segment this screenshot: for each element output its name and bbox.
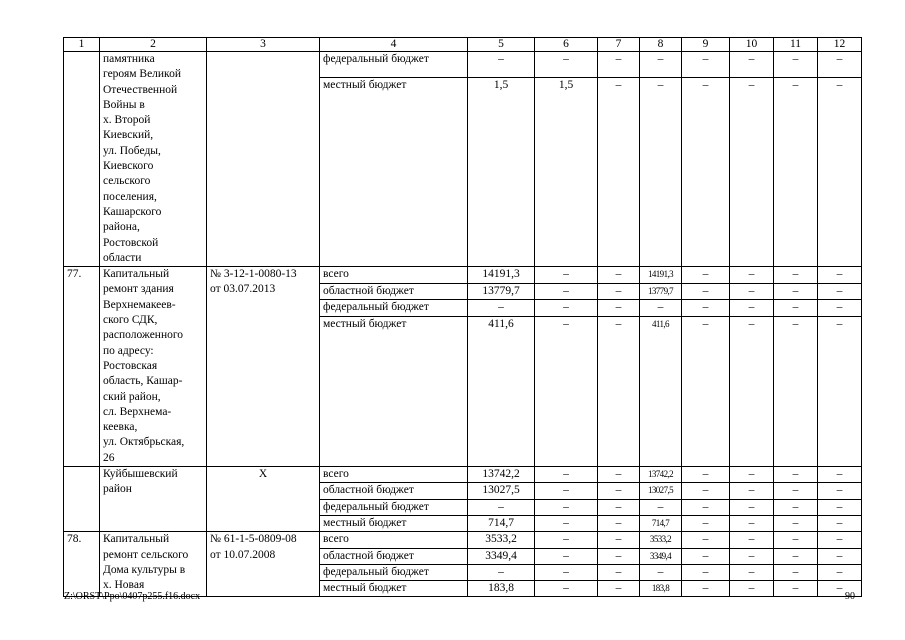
- value-cell: –: [535, 316, 598, 466]
- value-cell: –: [730, 499, 774, 515]
- value-cell: –: [818, 515, 862, 531]
- column-number: 11: [774, 38, 818, 52]
- value-cell: –: [535, 267, 598, 284]
- value-cell: 411,6: [640, 316, 682, 466]
- value-cell: –: [730, 300, 774, 317]
- value-cell: –: [682, 564, 730, 580]
- value-cell: 3533,2: [640, 532, 682, 548]
- value-cell: –: [468, 564, 535, 580]
- value-cell: –: [730, 564, 774, 580]
- value-cell: –: [818, 564, 862, 580]
- funding-source: федеральный бюджет: [320, 564, 468, 580]
- value-cell: –: [682, 467, 730, 483]
- value-cell: –: [774, 499, 818, 515]
- value-cell: –: [682, 499, 730, 515]
- funding-source: федеральный бюджет: [320, 499, 468, 515]
- column-number: 12: [818, 38, 862, 52]
- value-cell: –: [774, 78, 818, 267]
- value-cell: –: [598, 581, 640, 597]
- value-cell: 1,5: [535, 78, 598, 267]
- value-cell: –: [598, 78, 640, 267]
- value-cell: –: [598, 483, 640, 499]
- value-cell: 13742,2: [468, 467, 535, 483]
- table-row: [64, 267, 862, 284]
- value-cell: 411,6: [468, 316, 535, 466]
- value-cell: –: [730, 467, 774, 483]
- value-cell: –: [598, 564, 640, 580]
- value-cell: –: [535, 515, 598, 531]
- value-cell: 3349,4: [468, 548, 535, 564]
- value-cell: –: [818, 78, 862, 267]
- value-cell: –: [730, 581, 774, 597]
- value-cell: –: [535, 564, 598, 580]
- value-cell: –: [640, 300, 682, 317]
- value-cell: –: [774, 283, 818, 300]
- value-cell: –: [730, 515, 774, 531]
- value-cell: –: [774, 267, 818, 284]
- funding-source: всего: [320, 467, 468, 483]
- value-cell: –: [818, 300, 862, 317]
- value-cell: –: [598, 515, 640, 531]
- funding-source: местный бюджет: [320, 316, 468, 466]
- value-cell: –: [682, 548, 730, 564]
- funding-source: федеральный бюджет: [320, 300, 468, 317]
- value-cell: –: [730, 78, 774, 267]
- value-cell: 13742,2: [640, 467, 682, 483]
- value-cell: –: [682, 532, 730, 548]
- table-row: [64, 467, 862, 483]
- value-cell: 1,5: [468, 78, 535, 267]
- funding-source: областной бюджет: [320, 483, 468, 499]
- document-reference: № 3-12-1-0080-13 от 03.07.2013: [207, 267, 320, 467]
- value-cell: –: [774, 515, 818, 531]
- value-cell: –: [774, 581, 818, 597]
- object-name: Капитальный ремонт сельского Дома культуры в х. Новая: [100, 532, 207, 597]
- value-cell: 714,7: [640, 515, 682, 531]
- funding-source: местный бюджет: [320, 78, 468, 267]
- value-cell: –: [818, 483, 862, 499]
- value-cell: 14191,3: [640, 267, 682, 284]
- item-number: [64, 52, 100, 267]
- value-cell: –: [730, 283, 774, 300]
- value-cell: –: [640, 52, 682, 78]
- value-cell: –: [682, 300, 730, 317]
- funding-source: федеральный бюджет: [320, 52, 468, 78]
- column-number-row: [64, 38, 862, 52]
- value-cell: –: [818, 581, 862, 597]
- value-cell: –: [730, 267, 774, 284]
- value-cell: 3533,2: [468, 532, 535, 548]
- document-reference: № 61-1-5-0809-08 от 10.07.2008: [207, 532, 320, 597]
- column-number: 1: [64, 38, 100, 52]
- value-cell: –: [818, 467, 862, 483]
- value-cell: –: [774, 300, 818, 317]
- value-cell: –: [818, 499, 862, 515]
- item-number: 78.: [64, 532, 100, 597]
- table-row: [64, 52, 862, 78]
- value-cell: –: [818, 548, 862, 564]
- value-cell: –: [598, 300, 640, 317]
- value-cell: –: [730, 548, 774, 564]
- funding-source: областной бюджет: [320, 548, 468, 564]
- value-cell: –: [818, 267, 862, 284]
- value-cell: –: [682, 581, 730, 597]
- funding-source: всего: [320, 267, 468, 284]
- value-cell: –: [730, 52, 774, 78]
- column-number: 8: [640, 38, 682, 52]
- value-cell: –: [682, 316, 730, 466]
- value-cell: –: [598, 532, 640, 548]
- value-cell: –: [774, 564, 818, 580]
- value-cell: –: [730, 483, 774, 499]
- value-cell: –: [640, 78, 682, 267]
- column-number: 5: [468, 38, 535, 52]
- value-cell: 14191,3: [468, 267, 535, 284]
- value-cell: –: [682, 483, 730, 499]
- column-number: 10: [730, 38, 774, 52]
- value-cell: 13027,5: [468, 483, 535, 499]
- value-cell: –: [774, 548, 818, 564]
- value-cell: –: [598, 467, 640, 483]
- value-cell: –: [535, 483, 598, 499]
- value-cell: –: [640, 564, 682, 580]
- funding-source: всего: [320, 532, 468, 548]
- value-cell: –: [640, 499, 682, 515]
- value-cell: –: [535, 52, 598, 78]
- object-name: Капитальный ремонт здания Верхнемакеев- ского СДК, расположенного по адресу: Ростовская область, Кашар- ский район, сл. Верхнема- кеевка, ул. Октябрьская, 26: [100, 267, 207, 467]
- value-cell: –: [535, 467, 598, 483]
- object-name: памятника героям Великой Отечественной Войны в х. Второй Киевский, ул. Победы, Киевского сельского поселения, Кашарского района, Ростовской области: [100, 52, 207, 267]
- footer-file-path: Z:\ORST\Ppo\0407p255.f16.docx: [64, 591, 201, 602]
- value-cell: –: [598, 548, 640, 564]
- value-cell: –: [535, 499, 598, 515]
- value-cell: –: [818, 283, 862, 300]
- value-cell: –: [535, 532, 598, 548]
- item-number: 77.: [64, 267, 100, 467]
- value-cell: –: [774, 467, 818, 483]
- table-row: [64, 532, 862, 548]
- value-cell: –: [682, 515, 730, 531]
- column-number: 4: [320, 38, 468, 52]
- value-cell: –: [598, 267, 640, 284]
- funding-source: областной бюджет: [320, 283, 468, 300]
- budget-table: [63, 37, 862, 597]
- value-cell: –: [535, 548, 598, 564]
- value-cell: 13027,5: [640, 483, 682, 499]
- value-cell: –: [598, 316, 640, 466]
- item-number: [64, 467, 100, 532]
- value-cell: 183,8: [640, 581, 682, 597]
- value-cell: –: [682, 283, 730, 300]
- value-cell: –: [535, 581, 598, 597]
- value-cell: –: [774, 483, 818, 499]
- value-cell: 3349,4: [640, 548, 682, 564]
- value-cell: –: [818, 532, 862, 548]
- object-name: Куйбышевский район: [100, 467, 207, 532]
- value-cell: 13779,7: [640, 283, 682, 300]
- column-number: 2: [100, 38, 207, 52]
- column-number: 3: [207, 38, 320, 52]
- value-cell: –: [468, 52, 535, 78]
- column-number: 6: [535, 38, 598, 52]
- funding-source: местный бюджет: [320, 581, 468, 597]
- value-cell: 183,8: [468, 581, 535, 597]
- value-cell: 714,7: [468, 515, 535, 531]
- column-number: 7: [598, 38, 640, 52]
- value-cell: –: [468, 300, 535, 317]
- value-cell: –: [535, 283, 598, 300]
- funding-source: местный бюджет: [320, 515, 468, 531]
- value-cell: –: [774, 316, 818, 466]
- document-reference: [207, 52, 320, 267]
- column-number: 9: [682, 38, 730, 52]
- value-cell: –: [682, 78, 730, 267]
- value-cell: –: [774, 532, 818, 548]
- value-cell: –: [774, 52, 818, 78]
- value-cell: –: [818, 52, 862, 78]
- value-cell: –: [730, 316, 774, 466]
- value-cell: 13779,7: [468, 283, 535, 300]
- value-cell: –: [598, 283, 640, 300]
- page-number: 90: [845, 591, 855, 602]
- value-cell: –: [598, 499, 640, 515]
- value-cell: –: [682, 52, 730, 78]
- value-cell: –: [818, 316, 862, 466]
- value-cell: –: [468, 499, 535, 515]
- value-cell: –: [598, 52, 640, 78]
- value-cell: –: [535, 300, 598, 317]
- value-cell: –: [730, 532, 774, 548]
- document-reference: Х: [207, 467, 320, 532]
- value-cell: –: [682, 267, 730, 284]
